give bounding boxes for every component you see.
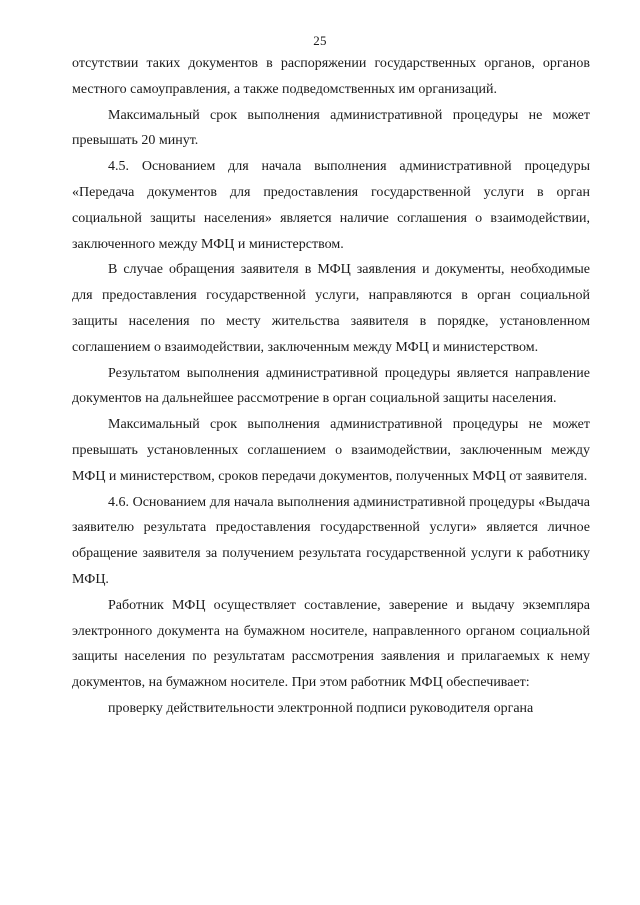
paragraph-applicant-appeal: В случае обращения заявителя в МФЦ заявления и документы, необходимые для предоставления государственной услуги, направляются в орган социальной защиты населения по месту жительства заявителя в порядке, установленном соглашением о взаимодействии, заключенным между МФЦ и министерством. <box>72 262 590 355</box>
paragraph-max-time-agreement: Максимальный срок выполнения административной процедуры не может превышать установленных соглашением о взаимодействии, заключенным между МФЦ и министерством, сроков передачи документов, полученных МФЦ от заявителя. <box>72 417 590 484</box>
paragraph-continuation: отсутствии таких документов в распоряжении государственных органов, органов местного самоуправления, а также подведомственных им организаций. <box>72 56 590 97</box>
page-number: 25 <box>313 33 327 48</box>
paragraph-4-6-basis: 4.6. Основанием для начала выполнения административной процедуры «Выдача заявителю результата предоставления государственной услуги» является личное обращение заявителя за получением результата государственной услуги к работнику МФЦ. <box>72 494 590 587</box>
document-body <box>72 51 590 722</box>
paragraph-max-time-20-min: Максимальный срок выполнения административной процедуры не может превышать 20 минут. <box>72 107 590 149</box>
paragraph-signature-check: проверку действительности электронной подписи руководителя органа <box>108 700 534 716</box>
paragraph-4-5-basis: 4.5. Основанием для начала выполнения административной процедуры «Передача документов для предоставления государственной услуги в орган социальной защиты населения» является наличие соглашения о взаимодействии, заключенного между МФЦ и министерством. <box>72 159 590 252</box>
paragraph-mfc-worker: Работник МФЦ осуществляет составление, заверение и выдачу экземпляра электронного документа на бумажном носителе, направленного органом социальной защиты населения по результатам рассмотрения заявления и прилагаемых к нему документов, на бумажном носителе. При этом работник МФЦ обеспечивает: <box>72 597 590 691</box>
paragraph-result: Результатом выполнения административной процедуры является направление документов на дальнейшее рассмотрение в орган социальной защиты населения. <box>72 365 590 407</box>
